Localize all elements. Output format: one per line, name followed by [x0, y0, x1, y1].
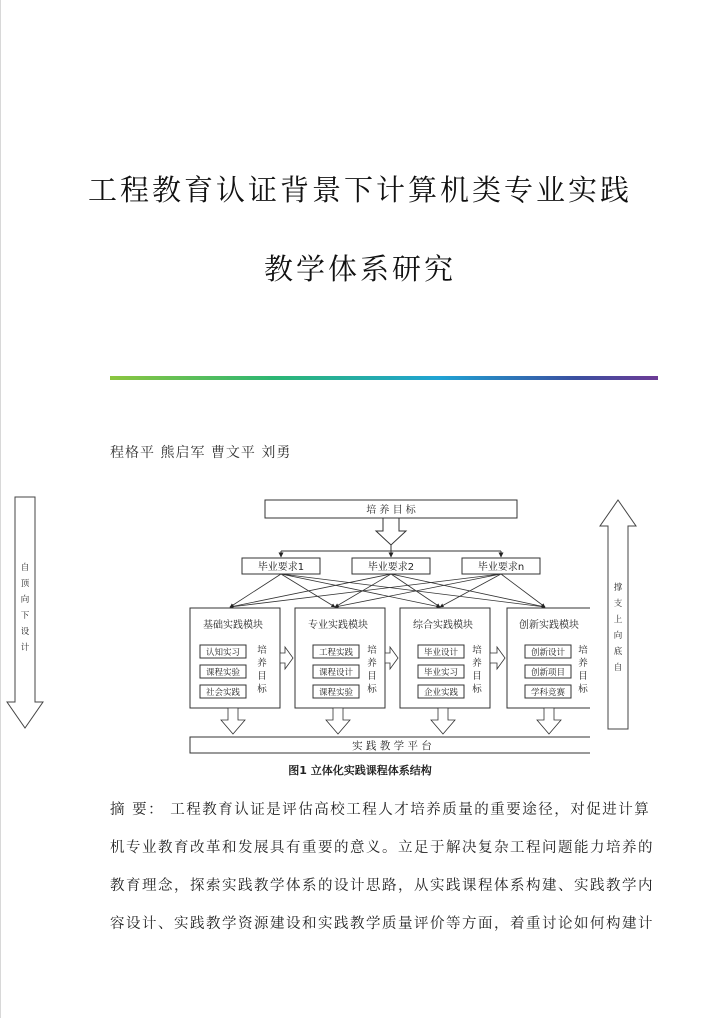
right-arrow-char: 撑 [613, 583, 623, 593]
left-down-arrow [5, 495, 45, 735]
document-title-line-1: 工程教育认证背景下计算机类专业实践 [87, 173, 632, 207]
module-item: 创新项目 [530, 668, 566, 678]
module-side-text: 标 [257, 684, 267, 695]
module-basic [190, 608, 280, 708]
right-arrow-char: 上 [613, 615, 623, 625]
author-list: 程格平 熊启军 曹文平 刘勇 [110, 445, 292, 461]
platform-label: 实 践 教 学 平 台 [352, 740, 432, 752]
figure-caption: 图1 立体化实践课程体系结构 [288, 764, 432, 777]
right-arrow-char: 底 [613, 647, 623, 657]
left-arrow-char: 计 [20, 643, 30, 653]
module-arrow [385, 647, 398, 669]
module-side-text: 养 [257, 658, 267, 669]
left-arrow-char: 向 [20, 595, 30, 605]
module-comprehensive [400, 608, 490, 708]
module-side-text: 标 [578, 684, 588, 695]
right-arrow-char: 支 [613, 599, 623, 609]
platform-arrow [221, 708, 245, 734]
abstract-line-3: 教育理念，探索实践教学体系的设计思路，从实践课程体系构建、实践教学内 [110, 878, 654, 894]
course-structure-figure [20, 495, 623, 785]
mapping-lines [230, 574, 545, 607]
module-arrow [490, 647, 505, 669]
left-arrow-char: 自 [20, 563, 30, 573]
module-side-text: 养 [472, 658, 482, 669]
platform-arrow [326, 708, 350, 734]
right-arrow-char: 向 [613, 631, 623, 641]
module-side-text: 目 [367, 671, 377, 682]
requirement-label-2: 毕业要求2 [367, 562, 415, 573]
module-professional [295, 608, 385, 708]
module-side-text: 培 [367, 645, 377, 656]
module-item: 学科竞赛 [530, 688, 566, 698]
left-arrow-char: 设 [20, 627, 30, 637]
abstract-line-2: 机专业教育改革和发展具有重要的意义。立足于解决复杂工程问题能力培养的 [110, 840, 654, 856]
module-item: 毕业实习 [423, 668, 459, 678]
module-side-text: 培 [578, 645, 588, 656]
requirement-label-n: 毕业要求n [477, 562, 525, 573]
goal-box-label: 培 养 目 标 [366, 505, 416, 516]
module-arrow [280, 647, 293, 669]
module-innovation [507, 608, 590, 708]
module-item: 企业实践 [423, 688, 459, 698]
module-side-text: 养 [578, 658, 588, 669]
module-title: 专业实践模块 [308, 620, 368, 631]
left-arrow-char: 下 [20, 611, 30, 621]
module-side-text: 目 [472, 671, 482, 682]
module-item: 认知实习 [205, 648, 241, 658]
goal-down-arrow [376, 518, 406, 545]
module-item: 社会实践 [205, 688, 241, 698]
module-side-text: 目 [257, 671, 267, 682]
module-title: 基础实践模块 [203, 620, 263, 631]
abstract-line-1: 摘 要： 工程教育认证是评估高校工程人才培养质量的重要途径，对促进计算 [110, 802, 651, 818]
page-edge [0, 0, 1, 1018]
module-item: 工程实践 [318, 648, 354, 658]
module-title: 创新实践模块 [519, 620, 579, 631]
module-side-text: 标 [367, 684, 377, 695]
module-side-text: 养 [367, 658, 377, 669]
module-item: 课程实验 [318, 688, 354, 698]
module-item: 课程实验 [205, 668, 241, 678]
structure-diagram [135, 495, 590, 757]
platform-arrow [537, 708, 561, 734]
platform-arrow [431, 708, 455, 734]
module-item: 毕业设计 [423, 648, 459, 658]
abstract-line-4: 容设计、实践教学资源建设和实践教学质量评价等方面，着重讨论如何构建计 [110, 916, 654, 932]
module-side-text: 培 [257, 645, 267, 656]
right-arrow-char: 自 [613, 663, 623, 673]
module-side-text: 标 [472, 684, 482, 695]
title-divider [110, 376, 658, 380]
module-side-text: 培 [472, 645, 482, 656]
right-up-arrow [598, 495, 638, 735]
document-title-line-2: 教学体系研究 [263, 252, 456, 286]
module-item: 课程设计 [318, 668, 354, 678]
module-side-text: 目 [578, 671, 588, 682]
requirement-label-1: 毕业要求1 [257, 562, 305, 573]
left-arrow-char: 顶 [20, 579, 30, 589]
module-title: 综合实践模块 [413, 620, 473, 631]
module-item: 创新设计 [530, 648, 566, 658]
